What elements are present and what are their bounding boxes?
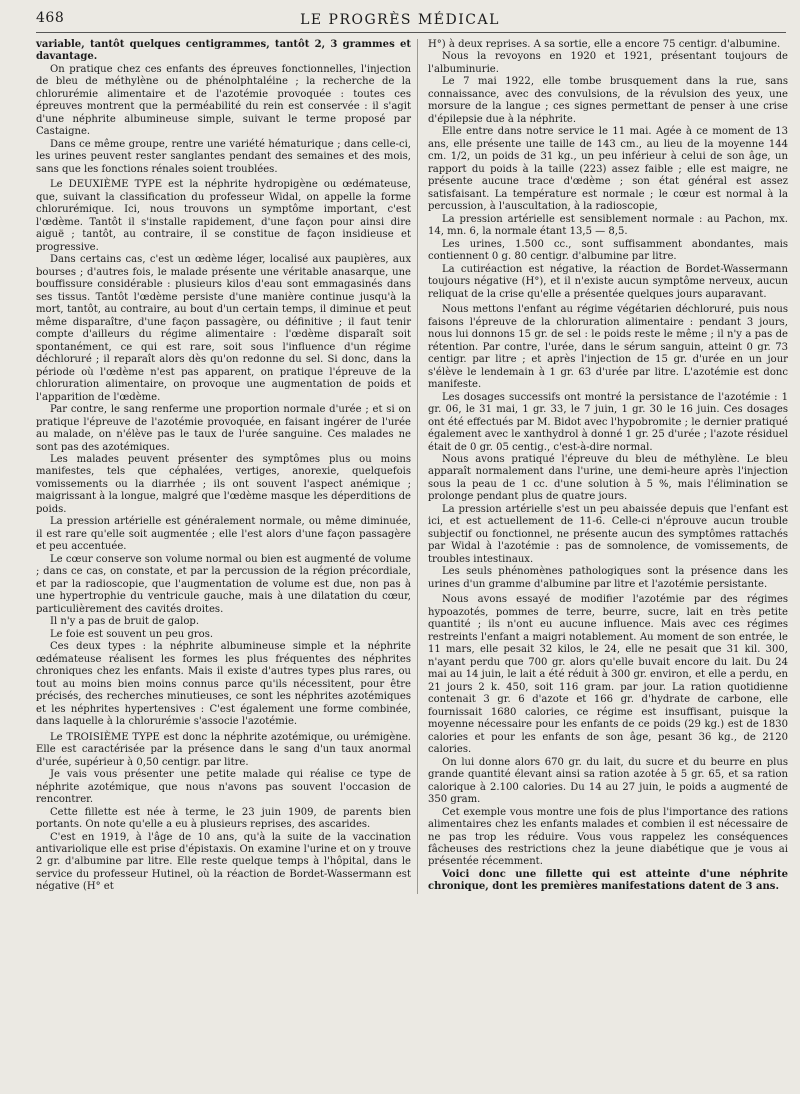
paragraph: Ces deux types : la néphrite albumineuse simple et la néphrite œdémateuse réalisent les formes les plus fréquentes des néphrites chroniques chez les enfants. Mais il existe d'autres types plus rares, ou tout au moins bien moins connus parce qu'ils nécessitent, pour être précisés, des recherches minutieuses, ce sont les néphrites azotémiques et les néphrites hypertensives : C'est également une forme combinée, dans laquelle à la chlorurémie s'associe l'azotémie. <box>36 641 411 728</box>
paragraph: Le DEUXIÈME TYPE est la néphrite hydropigène ou œdémateuse, que, suivant la classification du professeur Widal, on appelle la forme chlorurémique. Ici, nous trouvons un symptôme important, c'est l'œdème. Tantôt il s'installe rapidement, d'une façon pour ainsi dire aiguë ; tantôt, au contraire, il se constitue de façon insidieuse et progressive. <box>36 179 411 253</box>
running-title: LE PROGRÈS MÉDICAL <box>300 12 500 28</box>
paragraph: Dans ce même groupe, rentre une variété hématurique ; dans celle-ci, les urines peuvent rester sanglantes pendant des semaines et des mois, sans que les fonctions rénales soient troublées. <box>36 138 411 175</box>
paragraph: La pression artérielle est sensiblement normale : au Pachon, mx. 14, mn. 6, la normale étant 13,5 — 8,5. <box>428 213 788 238</box>
right-column <box>428 39 788 894</box>
paragraph: Dans certains cas, c'est un œdème léger, localisé aux paupières, aux bourses ; d'autres fois, le malade présente une véritable anasarque, une bouffissure considérable : plusieurs kilos d'eau sont emmagasinés dans ses tissus. Tantôt l'œdème persiste d'une manière continue jusqu'à la mort, tantôt, au contraire, au bout d'un certain temps, il diminue et peut même disparaître, d'une façon passagère, ou définitive ; il faut tenir compte d'ailleurs du régime alimentaire : l'œdème disparaît soit spontanément, ce qui est rare, soit sous l'influence d'un régime déchloruré ; il reparaît alors dès qu'on redonne du sel. Si donc, dans la période où l'œdème n'est pas apparent, on pratique l'épreuve de la chloruration alimentaire, on provoque une augmentation de poids et l'apparition de l'œdème. <box>36 254 411 403</box>
paragraph: Le 7 mai 1922, elle tombe brusquement dans la rue, sans connaissance, avec des convulsions, de la révulsion des yeux, une morsure de la langue ; ces signes permettant de penser à une crise d'épilepsie due à la néphrite. <box>428 76 788 125</box>
paragraph: Voici donc une fillette qui est atteinte d'une néphrite chronique, dont les premières manifestations datent de 3 ans. <box>428 868 788 893</box>
paragraph: Elle entre dans notre service le 11 mai. Agée à ce moment de 13 ans, elle présente une taille de 143 cm., au lieu de la moyenne 144 cm. 1/2, un poids de 31 kg., un peu inférieur à celui de son âge, un rapport du poids à la taille (223) assez faible ; elle est maigre, ne présente aucune trace d'œdème ; son état général est assez satisfaisant. La température est normale ; le cœur est normal à la percussion, à l'auscultation, à la radioscopie, <box>428 126 788 213</box>
paragraph: Le cœur conserve son volume normal ou bien est augmenté de volume ; dans ce cas, on constate, et par la percussion de la région précordiale, et par la radioscopie, que l'augmentation de volume est due, non pas à une hypertrophie du ventricule gauche, mais à une dilatation du cœur, particulièrement des cavités droites. <box>36 553 411 615</box>
paragraph: Je vais vous présenter une petite malade qui réalise ce type de néphrite azotémique, que nous n'avons pas souvent l'occasion de rencontrer. <box>36 769 411 806</box>
paragraph: Il n'y a pas de bruit de galop. <box>50 616 200 628</box>
paragraph: Le TROISIÈME TYPE est donc la néphrite azotémique, ou urémigène. Elle est caractérisée par la présence dans le sang d'un taux anormal d'urée, supérieur à 0,50 centigr. par litre. <box>36 731 411 768</box>
paragraph: Les dosages successifs ont montré la persistance de l'azotémie : 1 gr. 06, le 31 mai, 1 gr. 33, le 7 juin, 1 gr. 30 le 16 juin. Ces dosages ont été effectués par M. Bidot avec l'hypobromite ; le dernier pratiqué également avec le xanthydrol à donné 1 gr. 25 d'urée ; l'azote résiduel était de 0 gr. 05 centig., c'est-à-dire normal. <box>428 391 788 453</box>
paragraph: Les malades peuvent présenter des symptômes plus ou moins manifestes, tels que céphalées, vertiges, anorexie, quelquefois vomissements ou la diarrhée ; ils ont souvent l'aspect anémique ; maigrissant à la longue, malgré que l'œdème masque les déperditions de poids. <box>36 453 411 515</box>
two-column-body <box>36 39 786 894</box>
paragraph: Le foie est souvent un peu gros. <box>50 628 214 640</box>
paragraph: Nous la revoyons en 1920 et 1921, présentant toujours de l'albuminurie. <box>428 51 788 75</box>
paragraph: H°) à deux reprises. A sa sortie, elle a encore 75 centigr. d'albumine. <box>428 39 781 50</box>
paragraph: Par contre, le sang renferme une proportion normale d'urée ; et si on pratique l'épreuve de l'azotémie provoquée, en faisant ingérer de l'urée au malade, on n'élève pas le taux de l'urée sanguine. Ces malades ne sont pas des azotémiques. <box>36 404 411 453</box>
paragraph: C'est en 1919, à l'âge de 10 ans, qu'à la suite de la vaccination antivariolique elle est prise d'épistaxis. On examine l'urine et on y trouve 2 gr. d'albumine par litre. Elle reste quelque temps à l'hôpital, dans le service du professeur Hutinel, où la réaction de Bordet-Wassermann est négative (H° et <box>36 831 411 893</box>
paragraph: Les seuls phénomènes pathologiques sont la présence dans les urines d'un gramme d'albumine par litre et l'azotémie persistante. <box>428 566 788 590</box>
page-number: 468 <box>36 10 65 26</box>
paragraph: Nous avons essayé de modifier l'azotémie par des régimes hypoazotés, pommes de terre, beurre, sucre, lait en très petite quantité ; ils n'ont eu aucune influence. Mais avec ces régimes restreints l'enfant a maigri notablement. Au moment de son entrée, le 11 mars, elle pesait 32 kilos, le 24, elle ne pesait que 31 kil. 300, n'ayant perdu que 700 gr. alors qu'elle buvait encore du lait. Du 24 mai au 14 juin, le lait a été réduit à 300 gr. environ, et elle a perdu, en 21 jours 2 k. 450, soit 116 gram. par jour. La ration quotidienne contenait 3 gr. 6 d'azote et 166 gr. d'hydrate de carbone, elle fournissait 1680 calories, ce régime est insuffisant, puisque la moyenne nécessaire pour les enfants de ce poids (29 kg.) est de 1830 calories et pour les enfants de son âge, pesant 36 kg., de 2120 calories. <box>428 594 788 756</box>
paragraph: Nous mettons l'enfant au régime végétarien déchloruré, puis nous faisons l'épreuve de la chloruration alimentaire : pendant 3 jours, nous lui donnons 15 gr. de sel : le poids reste le même ; il n'y a pas de rétention. Par contre, l'urée, dans le sérum sanguin, atteint 0 gr. 73 centigr. par litre ; et après l'injection de 15 gr. d'urée en un jour s'élève le lendemain à 1 gr. 63 d'urée par litre. L'azotémie est donc manifeste. <box>428 304 788 391</box>
paragraph: La pression artérielle est généralement normale, ou même diminuée, il est rare qu'elle soit augmentée ; elle l'est alors d'une façon passagère et peu accentuée. <box>36 516 411 553</box>
paragraph: Nous avons pratiqué l'épreuve du bleu de méthylène. Le bleu apparaît normalement dans l'urine, une demi-heure après l'injection sous la peau de 1 cc. d'une solution à 5 %, mais l'élimination se prolonge pendant plus de quatre jours. <box>428 453 788 503</box>
paragraph: variable, tantôt quelques centigrammes, tantôt 2, 3 grammes et davantage. <box>36 39 411 63</box>
paragraph: La cutiréaction est négative, la réaction de Bordet-Wassermann toujours négative (H°), et il n'existe aucun symptôme nerveux, aucun reliquat de la crise qu'elle a présentée quelques jours auparavant. <box>428 263 788 300</box>
left-column <box>36 39 418 894</box>
paragraph: Cette fillette est née à terme, le 23 juin 1909, de parents bien portants. On note qu'elle a eu à plusieurs reprises, des ascarides. <box>36 806 411 831</box>
paragraph: On lui donne alors 670 gr. du lait, du sucre et du beurre en plus grande quantité élevant ainsi sa ration azotée à 5 gr. 65, et sa ration calorique à 2.100 calories. Du 14 au 27 juin, le poids a augmenté de 350 gram. <box>428 756 788 806</box>
paragraph: La pression artérielle s'est un peu abaissée depuis que l'enfant est ici, et est actuellement de 11-6. Celle-ci n'éprouve aucun trouble subjectif ou fonctionnel, ne présente aucun des symptômes rattachés par Widal à l'azotémie : pas de somnolence, de vomissements, de troubles intestinaux. <box>428 503 788 565</box>
paragraph: Cet exemple vous montre une fois de plus l'importance des rations alimentaires chez les enfants malades et combien il est nécessaire de ne pas trop les réduire. Vous vous rappelez les conséquences fâcheuses des restrictions chez la jeune diabétique que je vous ai présentée récemment. <box>428 806 788 868</box>
paragraph: On pratique chez ces enfants des épreuves fonctionnelles, l'injection de bleu de méthylène ou de phénolphtaléine ; la recherche de la chlorurémie alimentaire et de l'azotémie provoquée : toutes ces épreuves montrent que la perméabilité du rein est conservée : il s'agit d'une néphrite albumineuse simple, suivant le terme proposé par Castaigne. <box>36 63 411 138</box>
paragraph: Les urines, 1.500 cc., sont suffisamment abondantes, mais contiennent 0 g. 80 centigr. d'albumine par litre. <box>428 238 788 263</box>
